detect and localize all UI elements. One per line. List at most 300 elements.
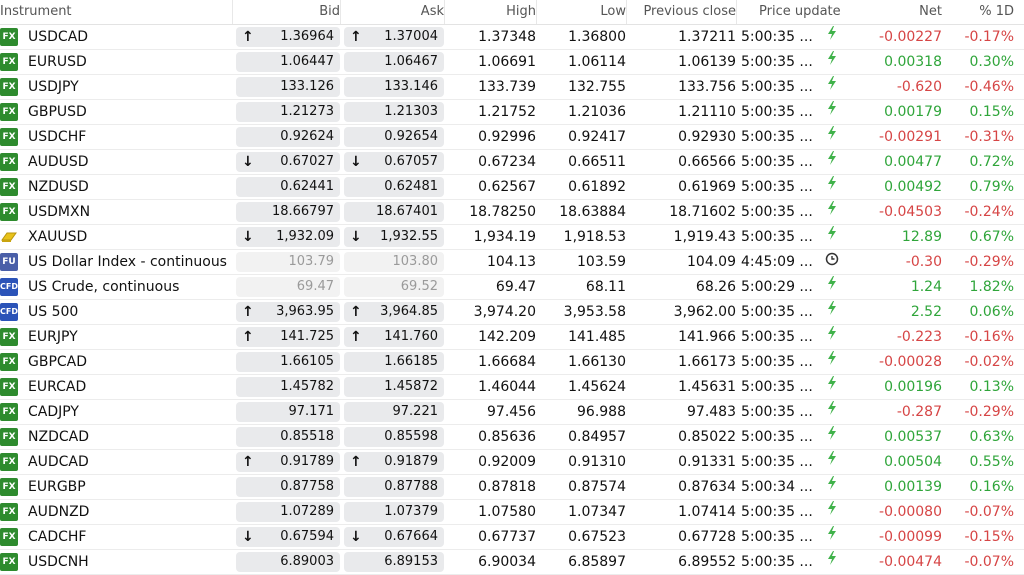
low-value: 1.07347 (568, 504, 626, 520)
price-update-time: 5:00:35 ... (741, 529, 813, 545)
ask-price-cell[interactable] (344, 400, 444, 424)
high-value: 18.78250 (469, 204, 536, 220)
ask-price-cell[interactable] (344, 75, 444, 99)
table-row[interactable] (0, 75, 1024, 100)
table-row[interactable] (0, 350, 1024, 375)
bolt-icon (826, 454, 838, 470)
ask-price-cell[interactable] (344, 275, 444, 299)
bid-price-cell[interactable] (236, 525, 340, 549)
bid-price-cell[interactable] (236, 350, 340, 374)
price-update-status (822, 550, 842, 574)
instrument-cell[interactable] (0, 75, 232, 99)
price-update-status (822, 225, 842, 249)
price-update-time: 5:00:35 ... (741, 454, 813, 470)
previous-close-value: 0.87634 (678, 479, 736, 495)
ask-price-cell[interactable] (344, 350, 444, 374)
price-update-status (822, 350, 842, 374)
ask-price-cell[interactable] (344, 500, 444, 524)
instrument-cell[interactable] (0, 200, 232, 224)
header-low[interactable]: Low (540, 0, 627, 24)
bolt-icon (826, 304, 838, 320)
low-value: 18.63884 (559, 204, 626, 220)
low-value: 96.988 (577, 404, 626, 420)
pct-change-1d: -0.15% (964, 529, 1014, 545)
bid-price[interactable]: 103.79 (236, 252, 340, 272)
price-update-status (822, 425, 842, 449)
ask-price[interactable]: 3,964.85 (344, 302, 444, 322)
instrument-type-badge: FX (0, 128, 18, 146)
instrument-cell[interactable] (0, 475, 232, 499)
pct-change-1d: -0.02% (964, 354, 1014, 370)
price-update-status (822, 250, 842, 274)
bid-price[interactable]: 0.85518 (236, 427, 340, 447)
instrument-type-badge: FX (0, 103, 18, 121)
bid-price[interactable]: 1.21273 (236, 102, 340, 122)
instrument-cell[interactable] (0, 450, 232, 474)
instrument-cell[interactable] (0, 100, 232, 124)
previous-close-value: 0.91331 (678, 454, 736, 470)
table-row[interactable] (0, 100, 1024, 125)
ask-price[interactable]: 141.760 (344, 327, 444, 347)
ask-price[interactable]: 1.21303 (344, 102, 444, 122)
instrument-name[interactable]: EURGBP (28, 479, 86, 495)
instrument-cell[interactable] (0, 150, 232, 174)
table-row[interactable] (0, 275, 1024, 300)
bid-price[interactable]: 69.47 (236, 277, 340, 297)
arrow-down-icon: ↓ (350, 154, 362, 170)
arrow-down-icon: ↓ (350, 529, 362, 545)
price-update-time: 5:00:35 ... (741, 404, 813, 420)
low-value: 3,953.58 (563, 304, 626, 320)
bolt-icon (826, 129, 838, 145)
high-value: 6.90034 (478, 554, 536, 570)
header-net[interactable]: Net (919, 4, 942, 19)
previous-close-value: 1.45631 (678, 379, 736, 395)
ask-price[interactable]: 0.67057 (344, 152, 444, 172)
price-update-time: 5:00:35 ... (741, 204, 813, 220)
price-update-status (822, 500, 842, 524)
price-update-status (822, 450, 842, 474)
instrument-name[interactable]: USDCAD (28, 29, 89, 45)
pct-change-1d: -0.07% (964, 504, 1014, 520)
ask-price[interactable]: 1.66185 (344, 352, 444, 372)
table-row[interactable] (0, 225, 1024, 250)
net-change: 0.00492 (884, 179, 942, 195)
instrument-name[interactable]: CADCHF (28, 529, 87, 545)
instrument-name[interactable]: EURJPY (28, 329, 78, 345)
pct-change-1d: -0.29% (964, 404, 1014, 420)
instrument-cell[interactable] (0, 500, 232, 524)
table-row[interactable] (0, 150, 1024, 175)
table-row[interactable] (0, 550, 1024, 575)
instrument-name[interactable]: US Crude, continuous (28, 279, 180, 295)
instrument-cell[interactable] (0, 400, 232, 424)
ask-price[interactable]: 1.45872 (344, 377, 444, 397)
price-update-time: 5:00:35 ... (741, 104, 813, 120)
instrument-cell[interactable] (0, 375, 232, 399)
high-value: 0.87818 (478, 479, 536, 495)
bolt-icon (826, 54, 838, 70)
bolt-icon (826, 429, 838, 445)
ask-price-cell[interactable] (344, 425, 444, 449)
high-value: 0.92009 (478, 454, 536, 470)
table-row[interactable] (0, 125, 1024, 150)
previous-close-value: 1,919.43 (673, 229, 736, 245)
clock-icon (825, 255, 839, 270)
ask-price-cell[interactable] (344, 225, 444, 249)
bid-price[interactable]: 97.171 (236, 402, 340, 422)
instrument-name[interactable]: EURCAD (28, 379, 87, 395)
previous-close-value: 141.966 (678, 329, 736, 345)
price-update-time: 5:00:35 ... (741, 379, 813, 395)
bid-price[interactable]: 3,963.95 (236, 302, 340, 322)
arrow-up-icon: ↑ (242, 29, 254, 45)
ask-price-cell[interactable] (344, 25, 444, 49)
bid-price[interactable]: 133.126 (236, 77, 340, 97)
instrument-name[interactable]: NZDUSD (28, 179, 89, 195)
header-price-update[interactable]: Price update (759, 4, 841, 19)
bid-price[interactable]: 0.92624 (236, 127, 340, 147)
high-value: 1.21752 (478, 104, 536, 120)
instrument-type-badge: FX (0, 428, 18, 446)
arrow-up-icon: ↑ (350, 304, 362, 320)
instrument-name[interactable]: CADJPY (28, 404, 79, 420)
ask-price[interactable]: 103.80 (344, 252, 444, 272)
bolt-icon (826, 479, 838, 495)
bid-price[interactable]: 0.91789 (236, 452, 340, 472)
bid-price-cell[interactable] (236, 475, 340, 499)
arrow-down-icon: ↓ (242, 529, 254, 545)
bolt-icon (826, 379, 838, 395)
bid-price[interactable]: 0.87758 (236, 477, 340, 497)
instrument-name[interactable]: AUDUSD (28, 154, 89, 170)
net-change: -0.287 (896, 404, 942, 420)
price-update-time: 5:00:35 ... (741, 504, 813, 520)
instrument-cell[interactable] (0, 350, 232, 374)
pct-change-1d: -0.07% (964, 554, 1014, 570)
previous-close-value: 1.21110 (678, 104, 736, 120)
instrument-type-badge: FX (0, 28, 18, 46)
ask-price-cell[interactable] (344, 300, 444, 324)
high-value: 1,934.19 (473, 229, 536, 245)
instrument-cell[interactable] (0, 175, 232, 199)
bid-price-cell[interactable] (236, 275, 340, 299)
previous-close-value: 97.483 (687, 404, 736, 420)
table-row[interactable] (0, 250, 1024, 275)
instrument-name[interactable]: XAUUSD (28, 229, 88, 245)
previous-close-value: 1.06139 (678, 54, 736, 70)
bolt-icon (826, 179, 838, 195)
bid-price-cell[interactable] (236, 175, 340, 199)
instrument-cell[interactable] (0, 525, 232, 549)
ask-price[interactable]: 133.146 (344, 77, 444, 97)
high-value: 142.209 (478, 329, 536, 345)
ask-price[interactable]: 0.91879 (344, 452, 444, 472)
price-update-status (822, 275, 842, 299)
bid-price[interactable]: 1.06447 (236, 52, 340, 72)
net-change: -0.223 (896, 329, 942, 345)
bid-price[interactable]: 0.67027 (236, 152, 340, 172)
instrument-cell[interactable] (0, 300, 232, 324)
bolt-icon (826, 504, 838, 520)
price-update-time: 5:00:35 ... (741, 329, 813, 345)
high-value: 97.456 (487, 404, 536, 420)
instrument-type-badge: CFD (0, 278, 18, 296)
pct-change-1d: 1.82% (969, 279, 1014, 295)
high-value: 1.46044 (478, 379, 536, 395)
net-change: -0.620 (896, 79, 942, 95)
instrument-cell[interactable] (0, 250, 232, 274)
instrument-type-badge: FX (0, 478, 18, 496)
instrument-name[interactable]: GBPUSD (28, 104, 87, 120)
header-ask[interactable]: Ask (344, 0, 445, 24)
low-value: 68.11 (585, 279, 626, 295)
instrument-type-badge: FX (0, 53, 18, 71)
instrument-name[interactable]: USDCNH (28, 554, 89, 570)
bolt-icon (826, 279, 838, 295)
price-update-time: 5:00:35 ... (741, 29, 813, 45)
arrow-down-icon: ↓ (242, 154, 254, 170)
bid-price[interactable]: 1.66105 (236, 352, 340, 372)
high-value: 1.37348 (478, 29, 536, 45)
ask-price-cell[interactable] (344, 375, 444, 399)
ask-price[interactable]: 6.89153 (344, 552, 444, 572)
instrument-type-badge: FX (0, 403, 18, 421)
ask-price[interactable]: 1.06467 (344, 52, 444, 72)
price-update-status (822, 125, 842, 149)
ask-price[interactable]: 1,932.55 (344, 227, 444, 247)
header-previous-close[interactable]: Previous close (630, 0, 737, 24)
previous-close-value: 0.61969 (678, 179, 736, 195)
bid-price-cell[interactable] (236, 550, 340, 574)
net-change: -0.04503 (879, 204, 942, 220)
low-value: 0.61892 (568, 179, 626, 195)
net-change: -0.00099 (879, 529, 942, 545)
instrument-cell[interactable] (0, 275, 232, 299)
instrument-cell[interactable] (0, 225, 232, 249)
price-update-time: 5:00:34 ... (741, 479, 813, 495)
ask-price-cell[interactable] (344, 100, 444, 124)
bid-price[interactable]: 1.07289 (236, 502, 340, 522)
high-value: 1.06691 (478, 54, 536, 70)
low-value: 103.59 (577, 254, 626, 270)
ask-price[interactable]: 0.87788 (344, 477, 444, 497)
ask-price-cell[interactable] (344, 250, 444, 274)
low-value: 132.755 (568, 79, 626, 95)
bid-price-cell[interactable] (236, 250, 340, 274)
instrument-type-badge: FX (0, 153, 18, 171)
instrument-name[interactable]: USDCHF (28, 129, 87, 145)
bid-price-cell[interactable] (236, 100, 340, 124)
high-value: 104.13 (487, 254, 536, 270)
bid-price-cell[interactable] (236, 125, 340, 149)
net-change: 2.52 (910, 304, 942, 320)
table-row[interactable] (0, 175, 1024, 200)
previous-close-value: 104.09 (687, 254, 736, 270)
ask-price[interactable]: 0.62481 (344, 177, 444, 197)
low-value: 0.67523 (568, 529, 626, 545)
low-value: 1.66130 (568, 354, 626, 370)
table-row[interactable] (0, 325, 1024, 350)
header-pct-1d[interactable]: % 1D (979, 4, 1014, 19)
net-change: 0.00537 (884, 429, 942, 445)
price-update-time: 5:00:35 ... (741, 79, 813, 95)
pct-change-1d: 0.13% (969, 379, 1014, 395)
bid-price-cell[interactable] (236, 300, 340, 324)
bid-price-cell[interactable] (236, 425, 340, 449)
bid-price[interactable]: 0.67594 (236, 527, 340, 547)
header-high[interactable]: High (448, 0, 537, 24)
bid-price-cell[interactable] (236, 500, 340, 524)
bid-price-cell[interactable] (236, 150, 340, 174)
arrow-up-icon: ↑ (242, 329, 254, 345)
price-update-time: 5:00:35 ... (741, 154, 813, 170)
gold-bar-icon (0, 228, 18, 246)
high-value: 0.92996 (478, 129, 536, 145)
bid-price[interactable]: 0.62441 (236, 177, 340, 197)
instrument-type-badge: FX (0, 328, 18, 346)
price-update-time: 5:00:35 ... (741, 129, 813, 145)
table-row[interactable] (0, 25, 1024, 50)
previous-close-value: 6.89552 (678, 554, 736, 570)
ask-price-cell[interactable] (344, 50, 444, 74)
ask-price-cell[interactable] (344, 175, 444, 199)
instrument-name[interactable]: EURUSD (28, 54, 87, 70)
price-update-status (822, 200, 842, 224)
ask-price-cell[interactable] (344, 550, 444, 574)
instrument-name[interactable]: USDJPY (28, 79, 79, 95)
instrument-type-badge: FX (0, 203, 18, 221)
price-update-time: 4:45:09 ... (741, 254, 813, 270)
instrument-type-badge: FX (0, 378, 18, 396)
previous-close-value: 1.37211 (678, 29, 736, 45)
table-row[interactable] (0, 525, 1024, 550)
bolt-icon (826, 554, 838, 570)
bid-price-cell[interactable] (236, 375, 340, 399)
arrow-down-icon: ↓ (242, 229, 254, 245)
bid-price[interactable]: 1.45782 (236, 377, 340, 397)
table-row[interactable] (0, 200, 1024, 225)
instrument-name[interactable]: AUDCAD (28, 454, 89, 470)
bid-price[interactable]: 141.725 (236, 327, 340, 347)
instrument-cell[interactable] (0, 325, 232, 349)
net-change: 1.24 (910, 279, 942, 295)
bid-price-cell[interactable] (236, 225, 340, 249)
bid-price[interactable]: 1,932.09 (236, 227, 340, 247)
header-bid[interactable]: Bid (236, 0, 341, 24)
pct-change-1d: -0.29% (964, 254, 1014, 270)
previous-close-value: 1.66173 (678, 354, 736, 370)
ask-price-cell[interactable] (344, 200, 444, 224)
instrument-type-badge: FX (0, 178, 18, 196)
ask-price[interactable]: 1.07379 (344, 502, 444, 522)
bid-price[interactable]: 1.36964 (236, 27, 340, 47)
price-update-time: 5:00:35 ... (741, 304, 813, 320)
table-row[interactable] (0, 375, 1024, 400)
bolt-icon (826, 204, 838, 220)
instrument-name[interactable]: US Dollar Index - continuous (28, 254, 227, 270)
high-value: 0.62567 (478, 179, 536, 195)
instrument-cell[interactable] (0, 550, 232, 574)
bid-price-cell[interactable] (236, 75, 340, 99)
pct-change-1d: 0.30% (969, 54, 1014, 70)
bid-price-cell[interactable] (236, 450, 340, 474)
price-update-status (822, 325, 842, 349)
table-row[interactable] (0, 50, 1024, 75)
price-update-time: 5:00:35 ... (741, 354, 813, 370)
instrument-name[interactable]: US 500 (28, 304, 79, 320)
high-value: 0.85636 (478, 429, 536, 445)
ask-price[interactable]: 0.92654 (344, 127, 444, 147)
table-row[interactable] (0, 450, 1024, 475)
pct-change-1d: 0.79% (969, 179, 1014, 195)
price-update-status (822, 400, 842, 424)
instrument-cell[interactable] (0, 425, 232, 449)
pct-change-1d: -0.24% (964, 204, 1014, 220)
ask-price[interactable]: 97.221 (344, 402, 444, 422)
low-value: 141.485 (568, 329, 626, 345)
bid-price[interactable]: 6.89003 (236, 552, 340, 572)
pct-change-1d: -0.16% (964, 329, 1014, 345)
low-value: 1,918.53 (563, 229, 626, 245)
table-row[interactable] (0, 400, 1024, 425)
instrument-name[interactable]: NZDCAD (28, 429, 89, 445)
table-row[interactable] (0, 300, 1024, 325)
low-value: 0.84957 (568, 429, 626, 445)
instrument-cell[interactable] (0, 50, 232, 74)
low-value: 1.21036 (568, 104, 626, 120)
high-value: 0.67737 (478, 529, 536, 545)
price-update-status (822, 100, 842, 124)
ask-price[interactable]: 0.67664 (344, 527, 444, 547)
ask-price-cell[interactable] (344, 475, 444, 499)
table-row[interactable] (0, 425, 1024, 450)
ask-price[interactable]: 69.52 (344, 277, 444, 297)
ask-price-cell[interactable] (344, 125, 444, 149)
low-value: 1.06114 (568, 54, 626, 70)
table-row[interactable] (0, 500, 1024, 525)
low-value: 0.66511 (568, 154, 626, 170)
table-row[interactable] (0, 475, 1024, 500)
ask-price-cell[interactable] (344, 325, 444, 349)
instrument-name[interactable]: USDMXN (28, 204, 91, 220)
bolt-icon (826, 104, 838, 120)
pct-change-1d: 0.15% (969, 104, 1014, 120)
ask-price[interactable]: 0.85598 (344, 427, 444, 447)
bid-price-cell[interactable] (236, 200, 340, 224)
instrument-name[interactable]: AUDNZD (28, 504, 90, 520)
price-update-time: 5:00:35 ... (741, 229, 813, 245)
bid-price-cell[interactable] (236, 50, 340, 74)
instrument-name[interactable]: GBPCAD (28, 354, 88, 370)
bid-price-cell[interactable] (236, 25, 340, 49)
bid-price-cell[interactable] (236, 400, 340, 424)
header-instrument[interactable]: Instrument (0, 0, 233, 24)
ask-price-cell[interactable] (344, 150, 444, 174)
bolt-icon (826, 404, 838, 420)
ask-price[interactable]: 1.37004 (344, 27, 444, 47)
bolt-icon (826, 29, 838, 45)
ask-price-cell[interactable] (344, 450, 444, 474)
instrument-cell[interactable] (0, 25, 232, 49)
ask-price[interactable]: 18.67401 (344, 202, 444, 222)
instrument-cell[interactable] (0, 125, 232, 149)
bid-price[interactable]: 18.66797 (236, 202, 340, 222)
instrument-type-badge: FX (0, 553, 18, 571)
ask-price-cell[interactable] (344, 525, 444, 549)
pct-change-1d: 0.67% (969, 229, 1014, 245)
bid-price-cell[interactable] (236, 325, 340, 349)
